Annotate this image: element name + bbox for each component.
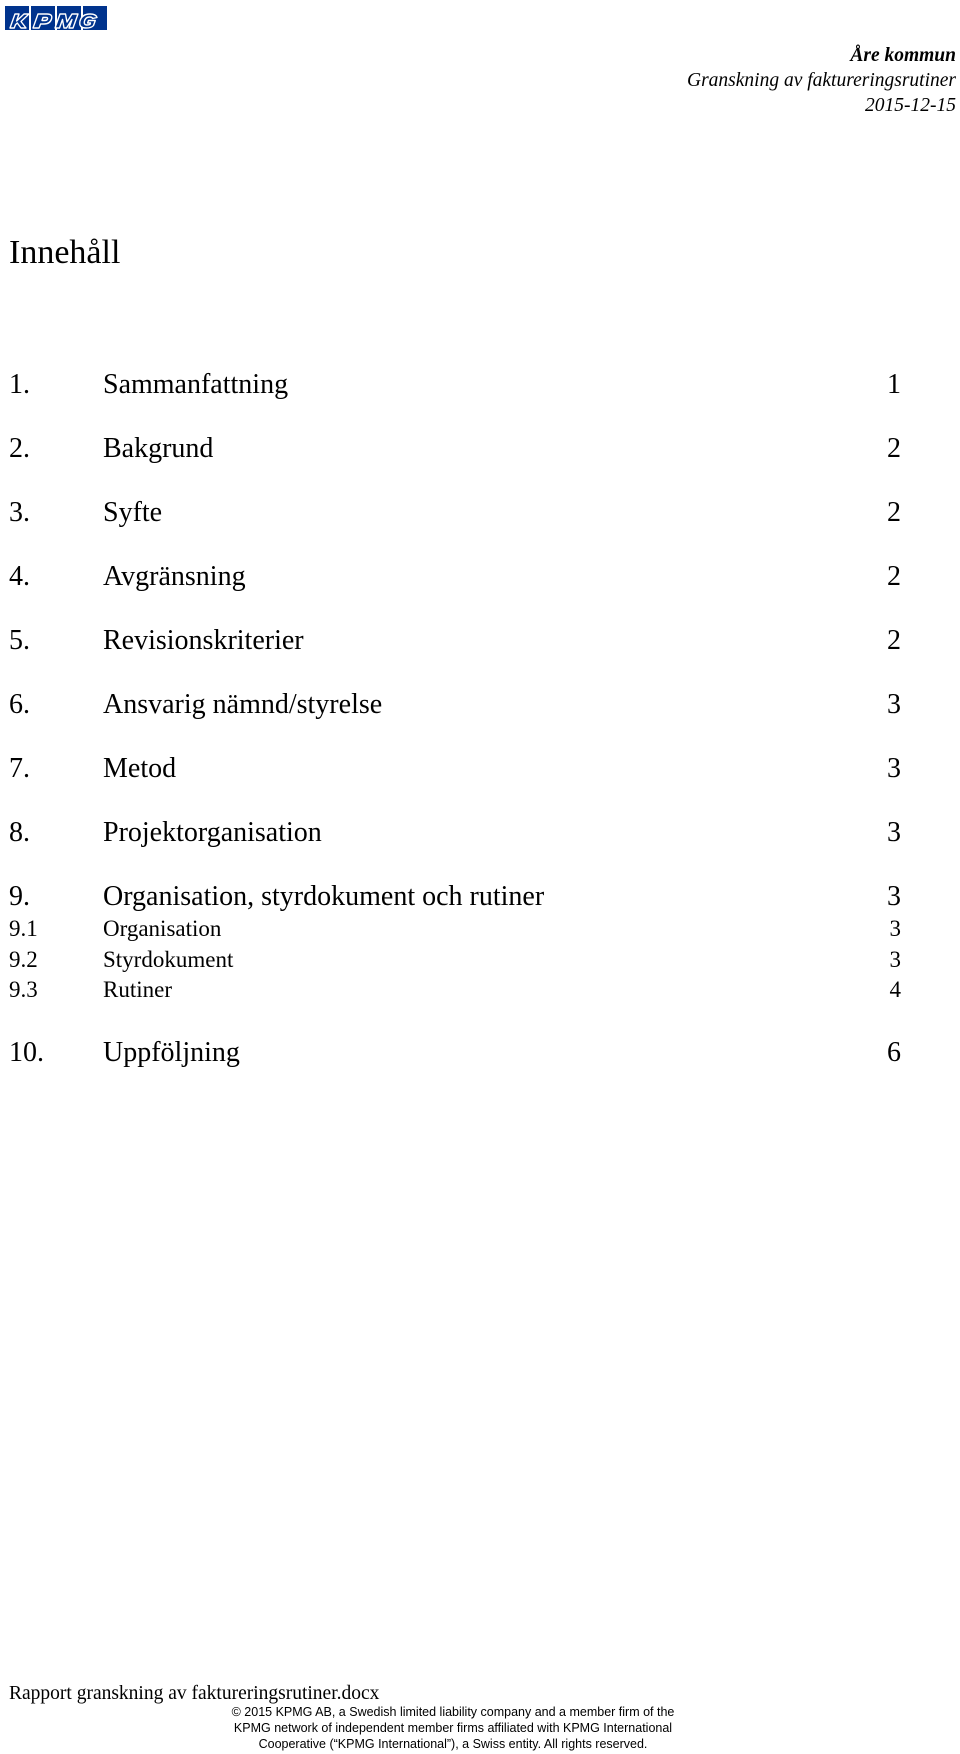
toc-item[interactable] <box>9 369 901 433</box>
toc-subitem-title: Organisation <box>103 916 222 941</box>
toc-item-title: Ansvarig nämnd/styrelse <box>103 689 383 720</box>
toc-item-number: 7. <box>9 753 30 784</box>
table-of-contents <box>9 369 901 1101</box>
toc-item-number: 8. <box>9 817 30 848</box>
toc-heading: Innehåll <box>9 234 121 271</box>
toc-item[interactable] <box>9 753 901 817</box>
toc-subitem[interactable] <box>9 945 901 976</box>
toc-subitem-page: 3 <box>889 916 901 941</box>
kpmg-logo <box>5 6 107 45</box>
toc-item-number: 9. <box>9 881 30 912</box>
copyright-line: KPMG network of independent member firms affiliated with KPMG International <box>233 1721 673 1735</box>
toc-subitem-number: 9.1 <box>9 916 38 941</box>
document-header <box>687 43 956 118</box>
copyright-line: © 2015 KPMG AB, a Swedish limited liability company and a member firm of the <box>231 1705 675 1719</box>
toc-item-title: Metod <box>103 753 177 784</box>
toc-item-number: 4. <box>9 561 30 592</box>
toc-subitem[interactable] <box>9 914 901 945</box>
toc-item[interactable] <box>9 561 901 625</box>
footer-filename: Rapport granskning av faktureringsrutiner.docx <box>9 1683 380 1704</box>
toc-item-page: 3 <box>887 817 901 848</box>
toc-item-number: 10. <box>9 1037 44 1068</box>
municipality-name: Åre kommun <box>850 45 956 66</box>
toc-item[interactable] <box>9 1037 901 1101</box>
toc-item-title: Bakgrund <box>103 433 214 464</box>
toc-item-title: Sammanfattning <box>103 369 289 400</box>
copyright-line: Cooperative (“KPMG International”), a Swiss entity. All rights reserved. <box>258 1737 648 1751</box>
toc-item[interactable] <box>9 433 901 497</box>
footer-copyright <box>198 1704 708 1752</box>
toc-item-page: 2 <box>887 433 901 464</box>
toc-subitem-number: 9.3 <box>9 977 38 1002</box>
toc-item-title: Revisionskriterier <box>103 625 304 656</box>
toc-item[interactable] <box>9 689 901 753</box>
toc-item[interactable] <box>9 817 901 881</box>
toc-item-number: 6. <box>9 689 30 720</box>
toc-subitem-number: 9.2 <box>9 946 38 972</box>
toc-item-page: 3 <box>887 689 901 720</box>
toc-subitem[interactable] <box>9 975 901 1037</box>
toc-item-page: 2 <box>887 561 901 592</box>
toc-subitem-title: Rutiner <box>103 977 172 1002</box>
report-title: Granskning av faktureringsrutiner <box>686 70 956 91</box>
toc-item-title: Syfte <box>103 497 163 528</box>
toc-item-page: 2 <box>887 625 901 656</box>
toc-item-title: Uppföljning <box>103 1037 240 1068</box>
toc-item-title: Avgränsning <box>103 561 246 592</box>
toc-subitem-page: 4 <box>889 977 901 1002</box>
toc-item-number: 2. <box>9 433 30 464</box>
toc-item[interactable] <box>9 497 901 561</box>
toc-item-page: 6 <box>887 1037 901 1068</box>
toc-item-number: 1. <box>9 369 30 400</box>
toc-item-title: Organisation, styrdokument och rutiner <box>103 881 545 912</box>
toc-item-page: 3 <box>887 753 901 784</box>
toc-item-page: 1 <box>887 369 901 400</box>
report-date: 2015-12-15 <box>865 95 956 116</box>
toc-item-title: Projektorganisation <box>103 817 322 848</box>
toc-item[interactable] <box>9 625 901 689</box>
toc-subitem-title: Styrdokument <box>103 946 234 972</box>
toc-item-page: 3 <box>887 881 901 912</box>
toc-subitem-page: 3 <box>889 946 901 972</box>
toc-item-page: 2 <box>887 497 901 528</box>
toc-item-number: 3. <box>9 497 30 528</box>
toc-item[interactable] <box>9 881 901 914</box>
toc-item-number: 5. <box>9 625 30 656</box>
